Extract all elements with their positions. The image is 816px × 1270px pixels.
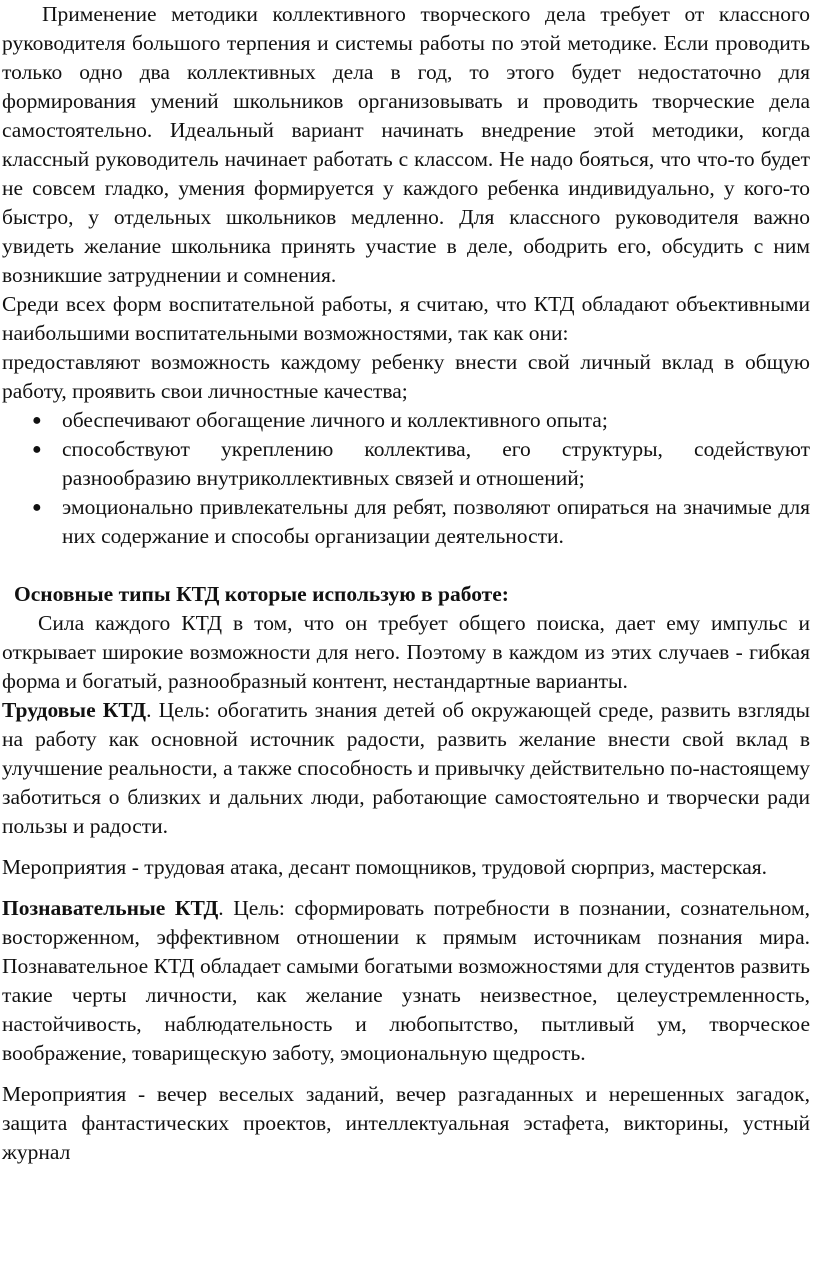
list-item-text: эмоционально привлекательны для ребят, позволяют опираться на значимые для них содержание и способы организации деятельности.	[62, 495, 810, 548]
list-item	[32, 435, 810, 493]
bullet-list	[2, 406, 810, 551]
paragraph-cognitive-events: Мероприятия - вечер веселых заданий, вечер разгаданных и нерешенных загадок, защита фантастических проектов, интеллектуальная эстафета, викторины, устный журнал	[2, 1082, 810, 1164]
bullet-icon: ●	[32, 441, 42, 458]
list-item	[32, 406, 810, 435]
cognitive-title: Познавательные КТД	[2, 896, 219, 920]
paragraph-labor	[2, 696, 810, 841]
list-item-text: способствуют укреплению коллектива, его структуры, содействуют разнообразию внутриколлективных связей и отношений;	[62, 437, 810, 490]
cognitive-text: . Цель: сформировать потребности в познании, сознательном, восторженном, эффективном отношении к прямым источникам познания мира. Познавательное КТД обладает самыми богатыми возможностями для студентов развить такие черты личности, как желание узнать неизвестное, целеустремленность, настойчивость, наблюдательность и любопытство, пытливый ум, творческое воображение, товарищескую заботу, эмоциональную щедрость.	[2, 896, 810, 1065]
paragraph-opportunity: предоставляют возможность каждому ребенку внести свой личный вклад в общую работу, проявить свои личностные качества;	[2, 350, 810, 403]
bullet-icon: ●	[32, 499, 42, 516]
paragraph-labor-events: Мероприятия - трудовая атака, десант помощников, трудовой сюрприз, мастерская.	[2, 855, 768, 879]
paragraph-cognitive	[2, 894, 810, 1068]
paragraph-intro: Применение методики коллективного творческого дела требует от классного руководителя большого терпения и системы работы по этой методике. Если проводить только одно два коллективных дела в год, то этого будет недостаточно для формирования умений школьников организовывать и проводить творческие дела самостоятельно. Идеальный вариант начинать внедрение этой методики, когда классный руководитель начинает работать с классом. Не надо бояться, что что-то будет не совсем гладко, умения формируется у каждого ребенка индивидуально, у кого-то быстро, у отдельных школьников медленно. Для классного руководителя важно увидеть желание школьника принять участие в деле, ободрить его, обсудить с ним возникшие затруднении и сомнения.	[2, 2, 810, 287]
paragraph-forms: Среди всех форм воспитательной работы, я считаю, что КТД обладают объективными наибольшими воспитательными возможностями, так как они:	[2, 292, 810, 345]
labor-title: Трудовые КТД	[2, 698, 147, 722]
labor-text: . Цель: обогатить знания детей об окружающей среде, развить взгляды на работу как основной источник радости, развить желание внести свой вклад в улучшение реальности, а также способность и привычку действительно по-настоящему заботиться о близких и дальних люди, работающие самостоятельно и творчески ради пользы и радости.	[2, 698, 810, 838]
list-item-text: обеспечивают обогащение личного и коллективного опыта;	[62, 408, 608, 432]
list-item	[32, 493, 810, 551]
section-heading: Основные типы КТД которые использую в работе:	[14, 582, 509, 606]
paragraph-strength: Сила каждого КТД в том, что он требует общего поиска, дает ему импульс и открывает широкие возможности для него. Поэтому в каждом из этих случаев - гибкая форма и богатый, разнообразный контент, нестандартные варианты.	[2, 611, 810, 693]
bullet-icon: ●	[32, 412, 42, 429]
